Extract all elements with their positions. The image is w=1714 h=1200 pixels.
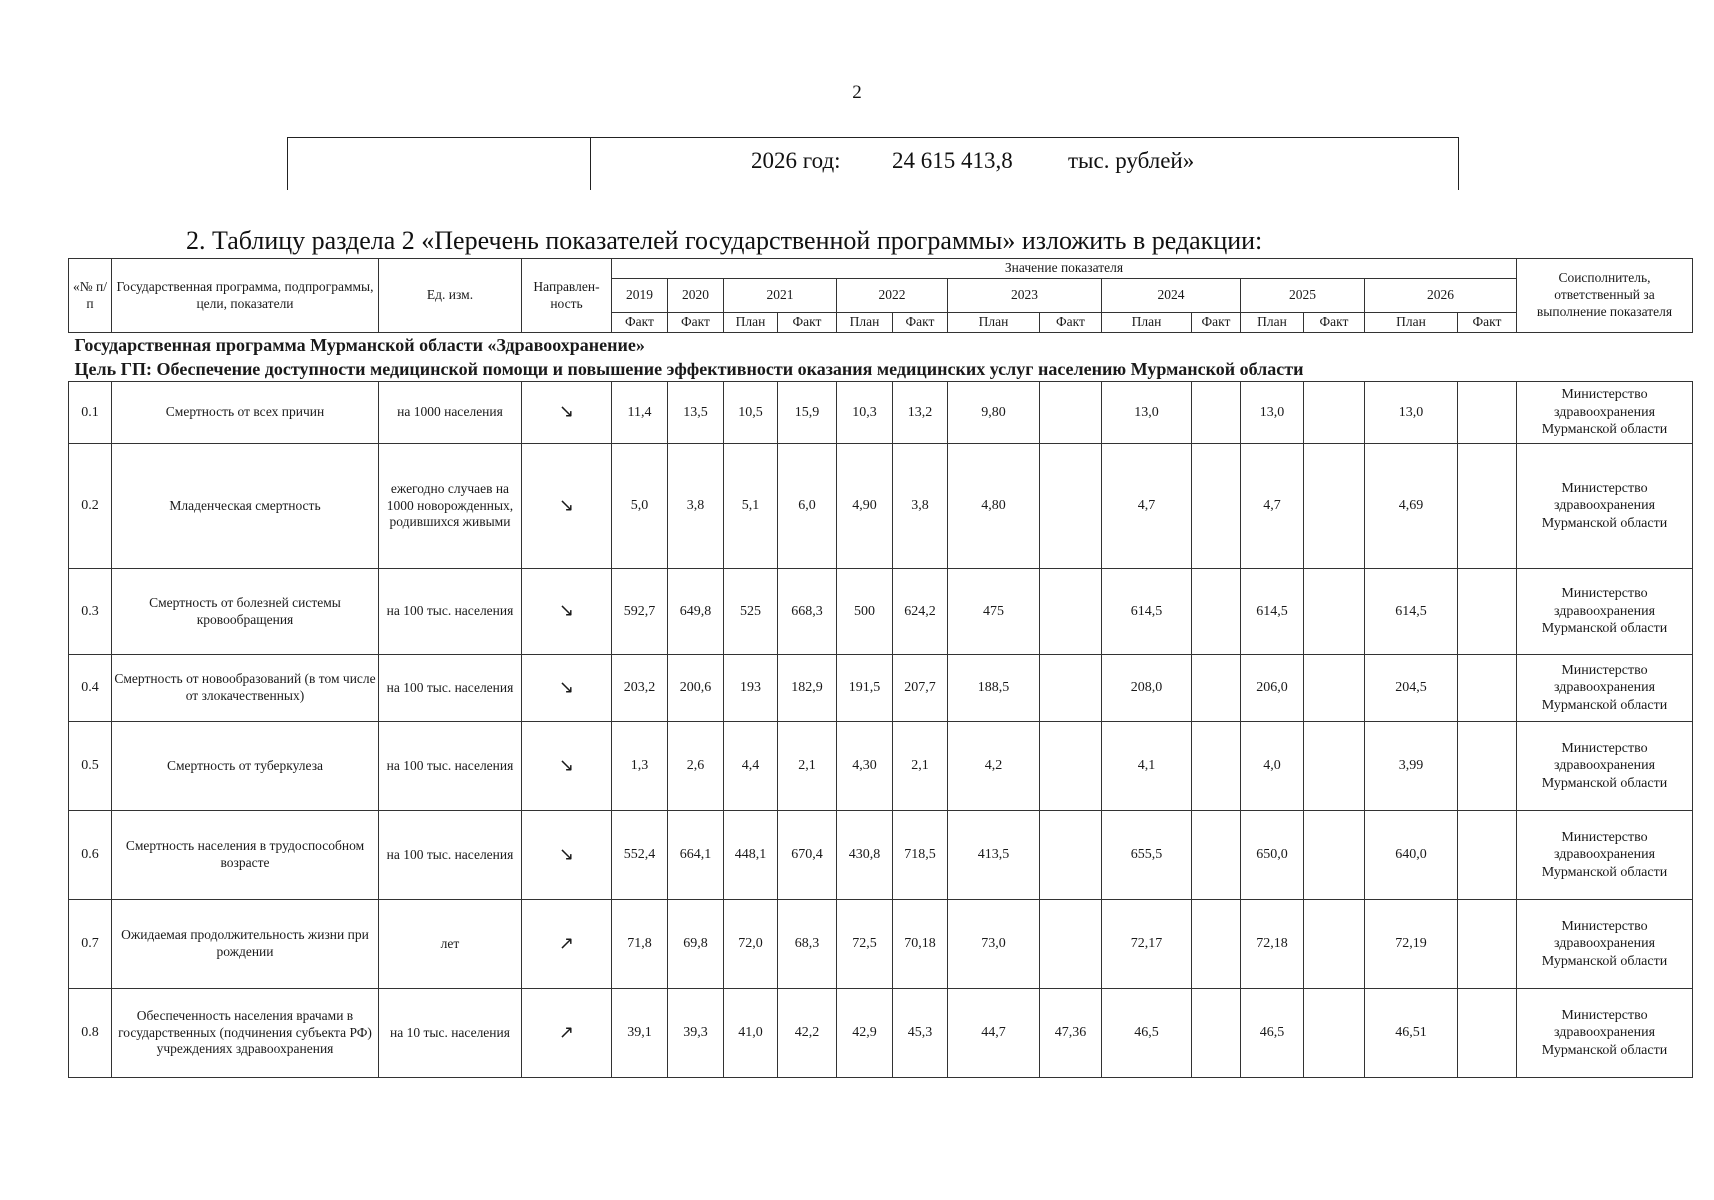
value-cell: 4,2 bbox=[948, 722, 1040, 811]
value-cell: 68,3 bbox=[778, 900, 837, 989]
value-cell: 668,3 bbox=[778, 569, 837, 655]
value-cell bbox=[1304, 722, 1365, 811]
value-cell bbox=[1458, 569, 1517, 655]
header-fact: Факт bbox=[1040, 313, 1102, 333]
value-cell bbox=[1040, 382, 1102, 444]
header-plan: План bbox=[1241, 313, 1304, 333]
value-cell: 4,7 bbox=[1241, 444, 1304, 569]
value-cell bbox=[1192, 655, 1241, 722]
value-cell: 552,4 bbox=[612, 811, 668, 900]
value-cell: 614,5 bbox=[1241, 569, 1304, 655]
value-cell: 4,1 bbox=[1102, 722, 1192, 811]
value-cell: 670,4 bbox=[778, 811, 837, 900]
header-plan: План bbox=[1365, 313, 1458, 333]
header-year: 2021 bbox=[724, 279, 837, 313]
value-cell: 39,1 bbox=[612, 989, 668, 1078]
indicator-name: Смертность от новообразований (в том числе от злокачественных) bbox=[112, 655, 379, 722]
value-cell: 188,5 bbox=[948, 655, 1040, 722]
value-cell: 39,3 bbox=[668, 989, 724, 1078]
value-cell: 650,0 bbox=[1241, 811, 1304, 900]
indicator-name: Смертность населения в трудоспособном возрасте bbox=[112, 811, 379, 900]
direction-arrow-icon: ↘ bbox=[522, 382, 612, 444]
header-plan: План bbox=[724, 313, 778, 333]
header-plan: План bbox=[948, 313, 1040, 333]
value-cell: 525 bbox=[724, 569, 778, 655]
responsible-cell: Министерство здравоохранения Мурманской области bbox=[1517, 722, 1693, 811]
value-cell: 413,5 bbox=[948, 811, 1040, 900]
header-year: 2019 bbox=[612, 279, 668, 313]
value-cell: 4,4 bbox=[724, 722, 778, 811]
value-cell: 46,51 bbox=[1365, 989, 1458, 1078]
row-num: 0.8 bbox=[69, 989, 112, 1078]
item-title: 2. Таблицу раздела 2 «Перечень показателей государственной программы» изложить в редакции: bbox=[186, 226, 1263, 255]
unit-cell: на 100 тыс. населения bbox=[379, 569, 522, 655]
indicators-table bbox=[68, 258, 1693, 1078]
header-unit: Ед. изм. bbox=[379, 259, 522, 333]
header-fact: Факт bbox=[778, 313, 837, 333]
responsible-cell: Министерство здравоохранения Мурманской области bbox=[1517, 811, 1693, 900]
value-cell: 592,7 bbox=[612, 569, 668, 655]
value-cell: 2,6 bbox=[668, 722, 724, 811]
table-row bbox=[69, 811, 1693, 900]
indicator-name: Обеспеченность населения врачами в государственных (подчинения субъекта РФ) учреждениях здравоохранения bbox=[112, 989, 379, 1078]
row-num: 0.3 bbox=[69, 569, 112, 655]
year-label: 2026 год: bbox=[751, 148, 841, 173]
row-num: 0.7 bbox=[69, 900, 112, 989]
header-year: 2023 bbox=[948, 279, 1102, 313]
value-cell bbox=[1040, 655, 1102, 722]
header-year: 2020 bbox=[668, 279, 724, 313]
value-cell: 649,8 bbox=[668, 569, 724, 655]
value-cell: 207,7 bbox=[893, 655, 948, 722]
value-cell: 10,5 bbox=[724, 382, 778, 444]
header-responsible: Соисполнитель, ответственный за выполнение показателя bbox=[1517, 259, 1693, 333]
header-year: 2022 bbox=[837, 279, 948, 313]
value-cell: 3,8 bbox=[893, 444, 948, 569]
value-cell: 73,0 bbox=[948, 900, 1040, 989]
row-num: 0.5 bbox=[69, 722, 112, 811]
value-cell: 3,8 bbox=[668, 444, 724, 569]
table-row bbox=[69, 900, 1693, 989]
value-cell bbox=[1192, 444, 1241, 569]
value-cell: 614,5 bbox=[1102, 569, 1192, 655]
row-num: 0.2 bbox=[69, 444, 112, 569]
value-cell bbox=[1192, 811, 1241, 900]
value-cell: 46,5 bbox=[1102, 989, 1192, 1078]
value-cell: 4,80 bbox=[948, 444, 1040, 569]
direction-arrow-icon: ↗ bbox=[522, 989, 612, 1078]
unit-cell: на 100 тыс. населения bbox=[379, 655, 522, 722]
value-cell: 46,5 bbox=[1241, 989, 1304, 1078]
table-row bbox=[69, 382, 1693, 444]
value-cell: 430,8 bbox=[837, 811, 893, 900]
direction-arrow-icon: ↘ bbox=[522, 444, 612, 569]
value-cell: 13,5 bbox=[668, 382, 724, 444]
value-cell: 72,0 bbox=[724, 900, 778, 989]
direction-arrow-icon: ↗ bbox=[522, 900, 612, 989]
indicator-name: Смертность от туберкулеза bbox=[112, 722, 379, 811]
value-cell: 72,19 bbox=[1365, 900, 1458, 989]
header-fact: Факт bbox=[1192, 313, 1241, 333]
value-cell bbox=[1458, 444, 1517, 569]
header-value: Значение показателя bbox=[612, 259, 1517, 279]
value-cell bbox=[1458, 722, 1517, 811]
value-cell bbox=[1458, 655, 1517, 722]
page-number: 2 bbox=[852, 82, 862, 103]
value-cell: 13,0 bbox=[1241, 382, 1304, 444]
row-num: 0.6 bbox=[69, 811, 112, 900]
value-cell: 4,90 bbox=[837, 444, 893, 569]
value-cell: 45,3 bbox=[893, 989, 948, 1078]
value-cell: 72,17 bbox=[1102, 900, 1192, 989]
indicator-name: Младенческая смертность bbox=[112, 444, 379, 569]
unit-cell: на 10 тыс. населения bbox=[379, 989, 522, 1078]
table-row bbox=[69, 569, 1693, 655]
header-plan: План bbox=[1102, 313, 1192, 333]
value-cell bbox=[1458, 900, 1517, 989]
value-cell: 655,5 bbox=[1102, 811, 1192, 900]
header-fact: Факт bbox=[612, 313, 668, 333]
value-cell: 44,7 bbox=[948, 989, 1040, 1078]
value-cell bbox=[1304, 900, 1365, 989]
value-cell: 5,0 bbox=[612, 444, 668, 569]
value-cell bbox=[1304, 655, 1365, 722]
program-title: Государственная программа Мурманской области «Здравоохранение» bbox=[69, 333, 1693, 358]
value-cell bbox=[1040, 569, 1102, 655]
indicator-name: Ожидаемая продолжительность жизни при рождении bbox=[112, 900, 379, 989]
value-cell: 41,0 bbox=[724, 989, 778, 1078]
direction-arrow-icon: ↘ bbox=[522, 569, 612, 655]
direction-arrow-icon: ↘ bbox=[522, 811, 612, 900]
value-cell: 475 bbox=[948, 569, 1040, 655]
amount-value: 24 615 413,8 bbox=[892, 148, 1013, 173]
value-cell: 47,36 bbox=[1040, 989, 1102, 1078]
value-cell bbox=[1304, 444, 1365, 569]
header-year: 2026 bbox=[1365, 279, 1517, 313]
goal-title: Цель ГП: Обеспечение доступности медицинской помощи и повышение эффективности оказания медицинских услуг населению Мурманской области bbox=[69, 357, 1693, 382]
header-year: 2025 bbox=[1241, 279, 1365, 313]
value-cell: 718,5 bbox=[893, 811, 948, 900]
value-cell: 13,2 bbox=[893, 382, 948, 444]
value-cell bbox=[1458, 989, 1517, 1078]
value-cell bbox=[1304, 569, 1365, 655]
table-row bbox=[69, 722, 1693, 811]
responsible-cell: Министерство здравоохранения Мурманской области bbox=[1517, 444, 1693, 569]
value-cell: 4,7 bbox=[1102, 444, 1192, 569]
unit-cell: на 100 тыс. населения bbox=[379, 722, 522, 811]
header-fact: Факт bbox=[1458, 313, 1517, 333]
value-cell bbox=[1040, 900, 1102, 989]
responsible-cell: Министерство здравоохранения Мурманской области bbox=[1517, 569, 1693, 655]
table-row bbox=[69, 989, 1693, 1078]
header-fact: Факт bbox=[668, 313, 724, 333]
value-cell bbox=[1192, 989, 1241, 1078]
amount-unit: тыс. рублей» bbox=[1068, 148, 1195, 173]
indicator-name: Смертность от всех причин bbox=[112, 382, 379, 444]
value-cell: 500 bbox=[837, 569, 893, 655]
unit-cell: на 1000 населения bbox=[379, 382, 522, 444]
value-cell bbox=[1040, 722, 1102, 811]
responsible-cell: Министерство здравоохранения Мурманской области bbox=[1517, 989, 1693, 1078]
table-divider bbox=[590, 138, 591, 190]
value-cell: 200,6 bbox=[668, 655, 724, 722]
value-cell bbox=[1192, 569, 1241, 655]
responsible-cell: Министерство здравоохранения Мурманской области bbox=[1517, 382, 1693, 444]
header-direction: Направлен-ность bbox=[522, 259, 612, 333]
table-row bbox=[69, 444, 1693, 569]
header-year: 2024 bbox=[1102, 279, 1241, 313]
value-cell: 640,0 bbox=[1365, 811, 1458, 900]
value-cell: 72,18 bbox=[1241, 900, 1304, 989]
header-fact: Факт bbox=[893, 313, 948, 333]
value-cell: 206,0 bbox=[1241, 655, 1304, 722]
direction-arrow-icon: ↘ bbox=[522, 655, 612, 722]
value-cell: 204,5 bbox=[1365, 655, 1458, 722]
value-cell: 664,1 bbox=[668, 811, 724, 900]
value-cell: 624,2 bbox=[893, 569, 948, 655]
value-cell: 11,4 bbox=[612, 382, 668, 444]
value-cell: 2,1 bbox=[778, 722, 837, 811]
unit-cell: ежегодно случаев на 1000 новорожденных, родившихся живыми bbox=[379, 444, 522, 569]
header-name: Государственная программа, подпрограммы, цели, показатели bbox=[112, 259, 379, 333]
value-cell: 182,9 bbox=[778, 655, 837, 722]
value-cell: 4,69 bbox=[1365, 444, 1458, 569]
value-cell: 5,1 bbox=[724, 444, 778, 569]
value-cell: 42,2 bbox=[778, 989, 837, 1078]
table-row bbox=[69, 655, 1693, 722]
direction-arrow-icon: ↘ bbox=[522, 722, 612, 811]
value-cell: 13,0 bbox=[1365, 382, 1458, 444]
value-cell: 448,1 bbox=[724, 811, 778, 900]
value-cell: 70,18 bbox=[893, 900, 948, 989]
header-num: «№ п/п bbox=[69, 259, 112, 333]
unit-cell: на 100 тыс. населения bbox=[379, 811, 522, 900]
responsible-cell: Министерство здравоохранения Мурманской области bbox=[1517, 900, 1693, 989]
value-cell: 13,0 bbox=[1102, 382, 1192, 444]
value-cell: 203,2 bbox=[612, 655, 668, 722]
value-cell: 614,5 bbox=[1365, 569, 1458, 655]
row-num: 0.4 bbox=[69, 655, 112, 722]
value-cell: 42,9 bbox=[837, 989, 893, 1078]
value-cell: 3,99 bbox=[1365, 722, 1458, 811]
value-cell bbox=[1304, 811, 1365, 900]
value-cell bbox=[1040, 444, 1102, 569]
value-cell: 4,0 bbox=[1241, 722, 1304, 811]
responsible-cell: Министерство здравоохранения Мурманской области bbox=[1517, 655, 1693, 722]
value-cell bbox=[1192, 382, 1241, 444]
value-cell: 6,0 bbox=[778, 444, 837, 569]
value-cell bbox=[1192, 722, 1241, 811]
indicator-name: Смертность от болезней системы кровообращения bbox=[112, 569, 379, 655]
value-cell bbox=[1304, 382, 1365, 444]
value-cell: 15,9 bbox=[778, 382, 837, 444]
value-cell: 72,5 bbox=[837, 900, 893, 989]
value-cell bbox=[1458, 382, 1517, 444]
value-cell: 2,1 bbox=[893, 722, 948, 811]
value-cell: 191,5 bbox=[837, 655, 893, 722]
header-fact: Факт bbox=[1304, 313, 1365, 333]
value-cell: 9,80 bbox=[948, 382, 1040, 444]
value-cell: 69,8 bbox=[668, 900, 724, 989]
unit-cell: лет bbox=[379, 900, 522, 989]
value-cell: 1,3 bbox=[612, 722, 668, 811]
value-cell bbox=[1304, 989, 1365, 1078]
value-cell: 193 bbox=[724, 655, 778, 722]
previous-table-fragment bbox=[287, 137, 1459, 190]
header-plan: План bbox=[837, 313, 893, 333]
value-cell: 71,8 bbox=[612, 900, 668, 989]
value-cell bbox=[1040, 811, 1102, 900]
value-cell: 4,30 bbox=[837, 722, 893, 811]
value-cell bbox=[1458, 811, 1517, 900]
value-cell bbox=[1192, 900, 1241, 989]
value-cell: 10,3 bbox=[837, 382, 893, 444]
row-num: 0.1 bbox=[69, 382, 112, 444]
value-cell: 208,0 bbox=[1102, 655, 1192, 722]
